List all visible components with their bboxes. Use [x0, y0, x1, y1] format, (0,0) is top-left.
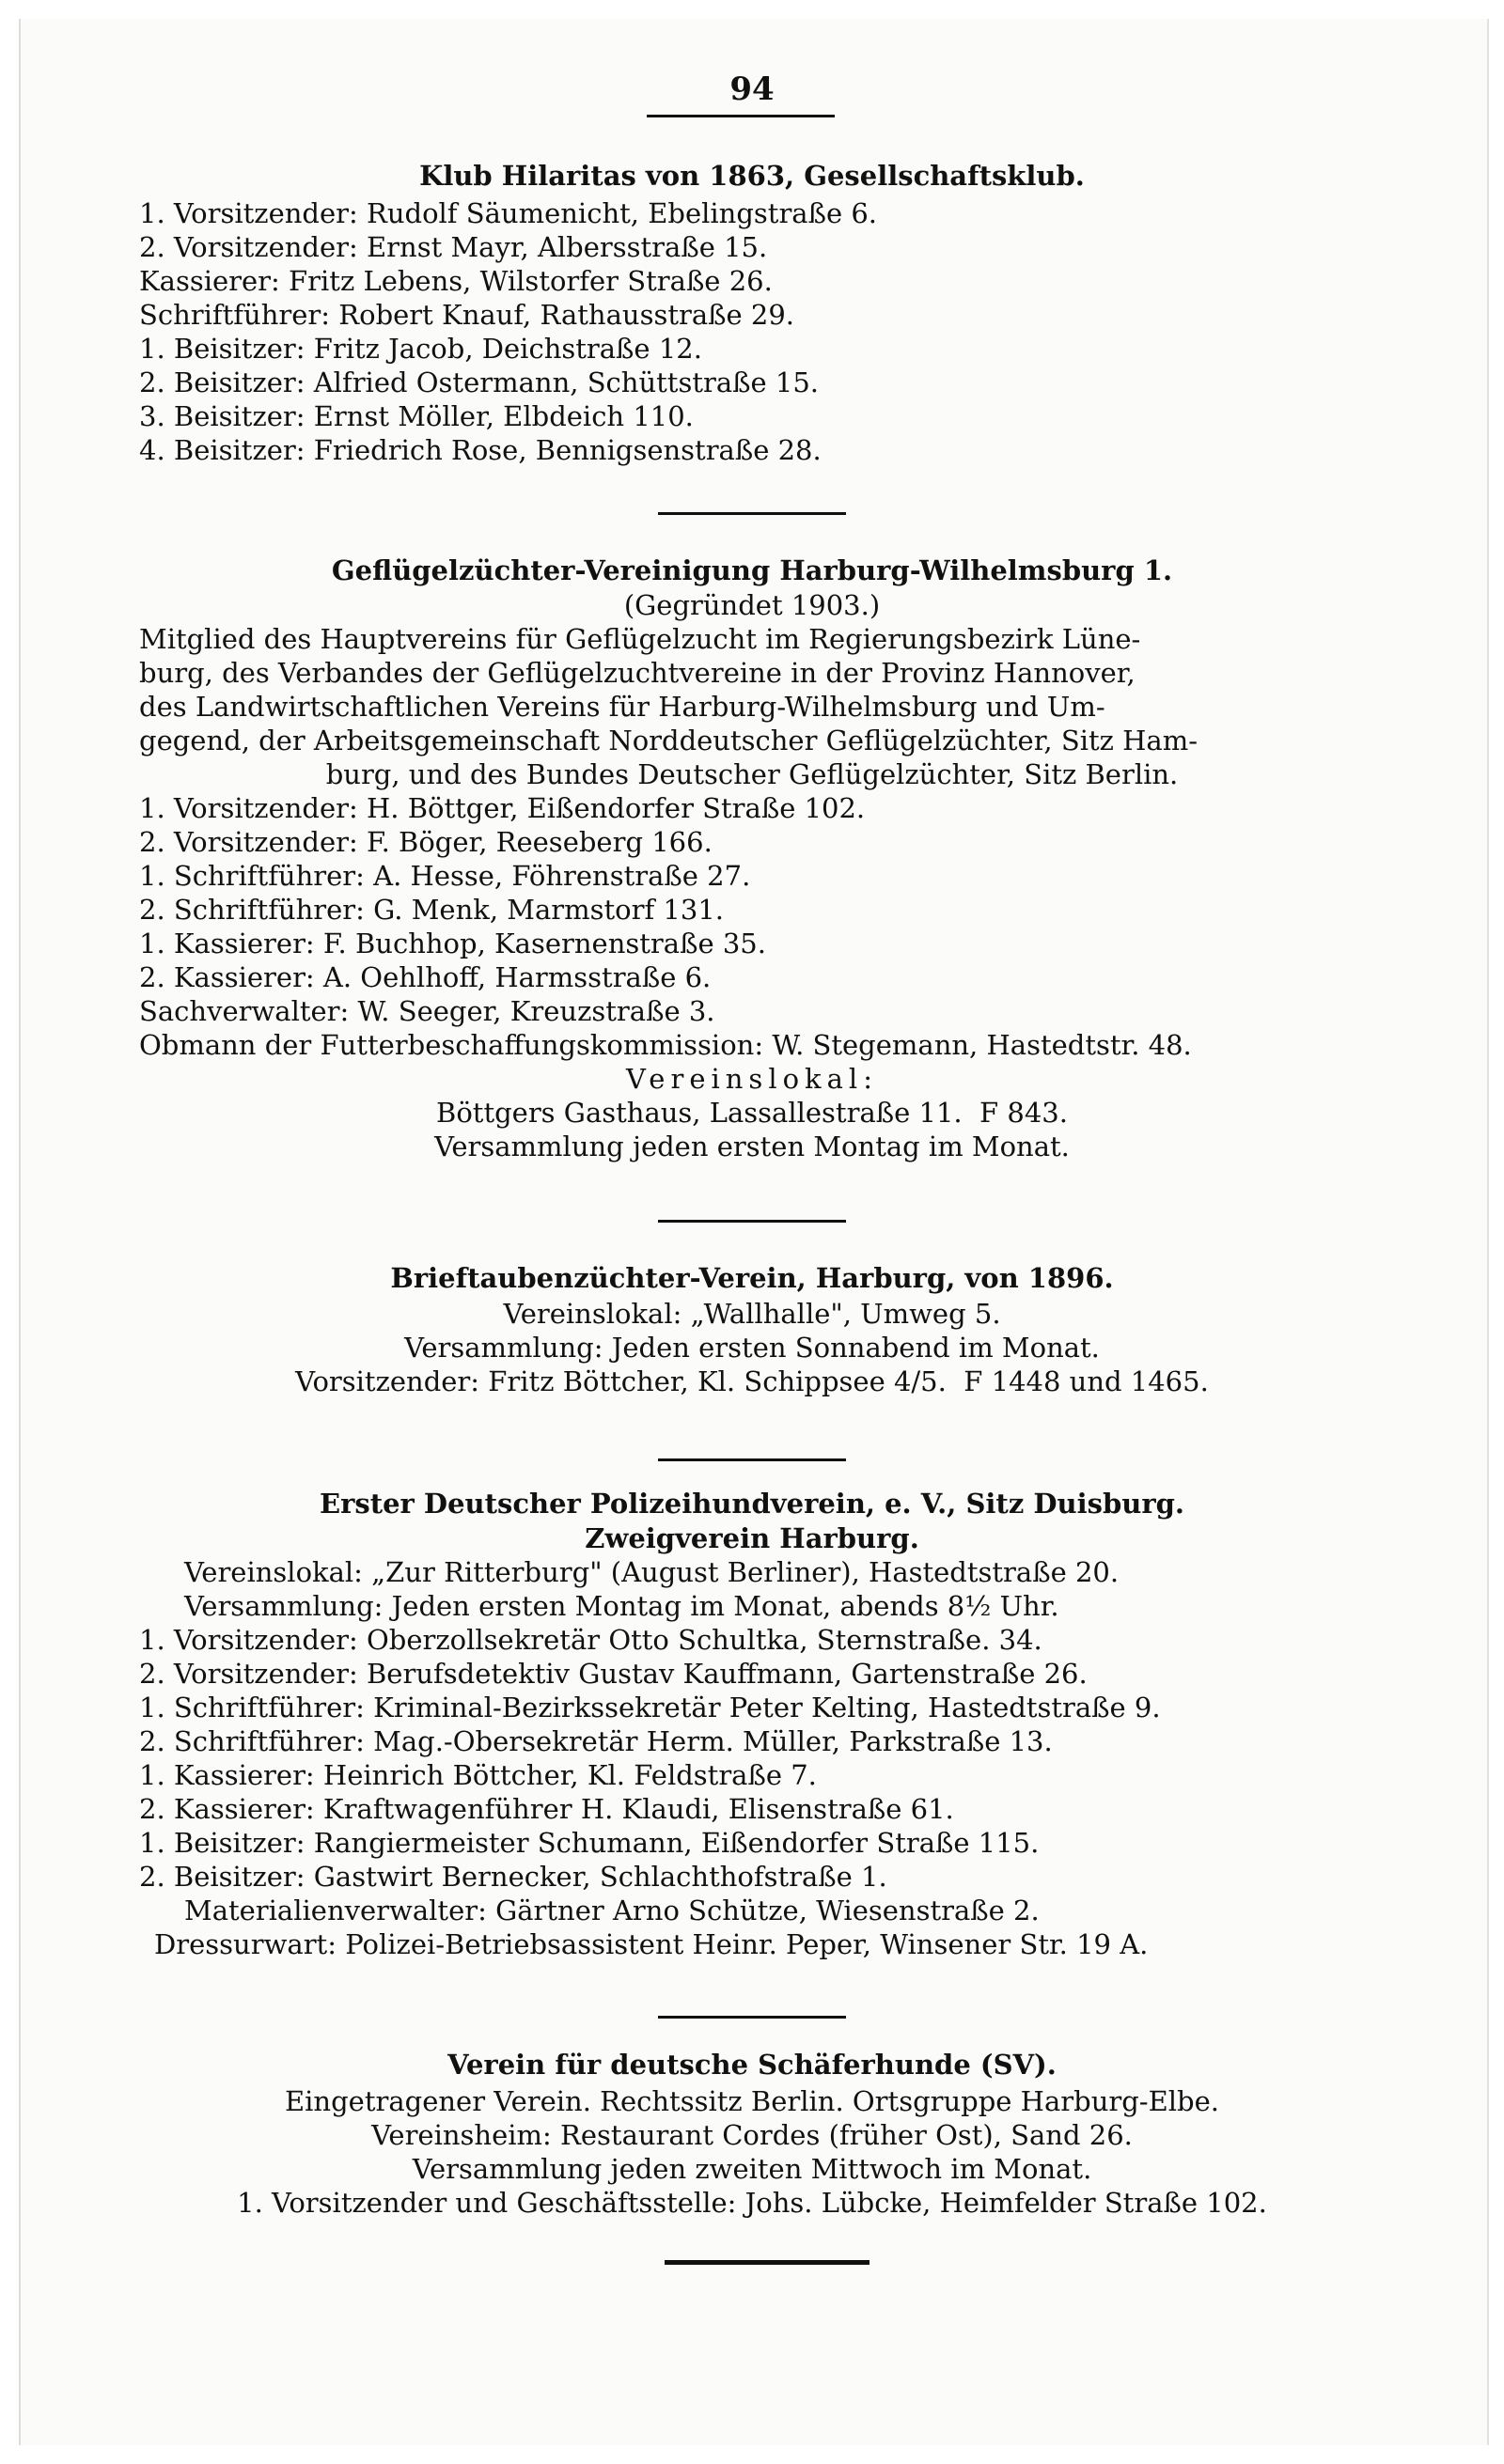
end-rule: [665, 2260, 870, 2265]
section-divider: [658, 512, 846, 515]
entry-line: 1. Vorsitzender: H. Böttger, Eißendorfer Straße 102.: [139, 792, 866, 824]
entry-line: 1. Schriftführer: A. Hesse, Föhrenstraße 27.: [139, 860, 751, 892]
entry-line: 1. Vorsitzender: Oberzollsekretär Otto Schultka, Sternstraße. 34.: [139, 1624, 1042, 1656]
description-line: burg, des Verbandes der Geflügelzuchtvereine in der Provinz Hannover,: [139, 657, 1136, 689]
section-divider: [658, 2016, 846, 2019]
entry-line: 1. Beisitzer: Rangiermeister Schumann, Eißendorfer Straße 115.: [139, 1827, 1040, 1859]
entry-line: Schriftführer: Robert Knauf, Rathausstraße 29.: [139, 299, 795, 331]
description-line: des Landwirtschaftlichen Vereins für Harburg-Wilhelmsburg und Um-: [139, 691, 1105, 723]
entry-line: Obmann der Futterbeschaffungskommission: W. Stegemann, Hastedtstr. 48.: [139, 1029, 1192, 1061]
section-subtitle: Zweigverein Harburg.: [585, 1522, 919, 1554]
entry-line: 4. Beisitzer: Friedrich Rose, Bennigsenstraße 28.: [139, 434, 822, 466]
section-title-schaeferhunde: Verein für deutsche Schäferhunde (SV).: [447, 2049, 1057, 2081]
entry-line: 2. Kassierer: Kraftwagenführer H. Klaudi, Elisenstraße 61.: [139, 1793, 954, 1825]
section-divider: [658, 1220, 846, 1223]
meeting-line: Versammlung jeden ersten Montag im Monat.: [434, 1131, 1070, 1162]
entry-line: 1. Schriftführer: Kriminal-Bezirkssekretär Peter Kelting, Hastedtstraße 9.: [139, 1692, 1161, 1723]
venue-heading: Vereinslokal:: [626, 1063, 878, 1095]
entry-line: 1. Vorsitzender: Rudolf Säumenicht, Ebelingstraße 6.: [139, 197, 878, 229]
section-divider: [658, 1458, 846, 1461]
entry-line: 2. Schriftführer: Mag.-Obersekretär Herm. Müller, Parkstraße 13.: [139, 1725, 1053, 1757]
founded-note: (Gegründet 1903.): [623, 589, 881, 621]
entry-line: 3. Beisitzer: Ernst Möller, Elbdeich 110.: [139, 400, 694, 432]
entry-line: Kassierer: Fritz Lebens, Wilstorfer Straße 26.: [139, 265, 773, 297]
entry-line: 2. Vorsitzender: Berufsdetektiv Gustav Kauffmann, Gartenstraße 26.: [139, 1658, 1088, 1690]
section-title-brieftaubenzuechter: Brieftaubenzüchter-Verein, Harburg, von 1896.: [390, 1262, 1114, 1294]
page-number-rule: [647, 115, 835, 117]
entry-line: Dressurwart: Polizei-Betriebsassistent Heinr. Peper, Winsener Str. 19 A.: [154, 1928, 1149, 1960]
description-line: burg, und des Bundes Deutscher Geflügelzüchter, Sitz Berlin.: [325, 758, 1179, 790]
venue-line: Vereinslokal: „Wallhalle", Umweg 5.: [503, 1298, 1001, 1330]
entry-line: 1. Beisitzer: Fritz Jacob, Deichstraße 12.: [139, 333, 702, 365]
entry-line: Vorsitzender: Fritz Böttcher, Kl. Schippsee 4/5. F 1448 und 1465.: [295, 1365, 1209, 1397]
entry-line: 1. Vorsitzender und Geschäftsstelle: Johs. Lübcke, Heimfelder Straße 102.: [237, 2187, 1267, 2219]
entry-line: 2. Schriftführer: G. Menk, Marmstorf 131.: [139, 894, 724, 926]
description-line: Mitglied des Hauptvereins für Geflügelzucht im Regierungsbezirk Lüne-: [139, 623, 1141, 655]
entry-line: Materialienverwalter: Gärtner Arno Schütze, Wiesenstraße 2.: [184, 1895, 1040, 1926]
meeting-line: Versammlung jeden zweiten Mittwoch im Monat.: [412, 2153, 1092, 2185]
venue-line: Böttgers Gasthaus, Lassallestraße 11. F 843.: [436, 1097, 1068, 1129]
entry-line: Sachverwalter: W. Seeger, Kreuzstraße 3.: [139, 995, 715, 1027]
venue-line: Vereinsheim: Restaurant Cordes (früher Ost), Sand 26.: [371, 2119, 1133, 2151]
section-title-polizeihundverein: Erster Deutscher Polizeihundverein, e. V., Sitz Duisburg.: [320, 1488, 1184, 1520]
entry-line: 2. Vorsitzender: Ernst Mayr, Albersstraße 15.: [139, 231, 768, 263]
entry-line: 1. Kassierer: F. Buchhop, Kasernenstraße 35.: [139, 928, 766, 959]
entry-line: 2. Beisitzer: Gastwirt Bernecker, Schlachthofstraße 1.: [139, 1861, 887, 1893]
entry-line: 2. Vorsitzender: F. Böger, Reeseberg 166.: [139, 826, 713, 858]
entry-line: 2. Beisitzer: Alfried Ostermann, Schüttstraße 15.: [139, 366, 820, 398]
description-line: gegend, der Arbeitsgemeinschaft Norddeutscher Geflügelzüchter, Sitz Ham-: [139, 725, 1198, 756]
meeting-line: Versammlung: Jeden ersten Sonnabend im Monat.: [404, 1332, 1100, 1364]
section-title-klub-hilaritas: Klub Hilaritas von 1863, Gesellschaftsklub.: [419, 160, 1085, 192]
meeting-line: Versammlung: Jeden ersten Montag im Monat, abends 8½ Uhr.: [184, 1590, 1059, 1622]
section-title-gefluegelzuechter: Geflügelzüchter-Vereinigung Harburg-Wilhelmsburg 1.: [331, 554, 1173, 586]
page-number: 94: [729, 70, 775, 108]
venue-line: Vereinslokal: „Zur Ritterburg" (August Berliner), Hastedtstraße 20.: [184, 1556, 1120, 1588]
description-line: Eingetragener Verein. Rechtssitz Berlin. Ortsgruppe Harburg-Elbe.: [284, 2085, 1219, 2117]
entry-line: 2. Kassierer: A. Oehlhoff, Harmsstraße 6.: [139, 961, 712, 993]
entry-line: 1. Kassierer: Heinrich Böttcher, Kl. Feldstraße 7.: [139, 1759, 817, 1791]
